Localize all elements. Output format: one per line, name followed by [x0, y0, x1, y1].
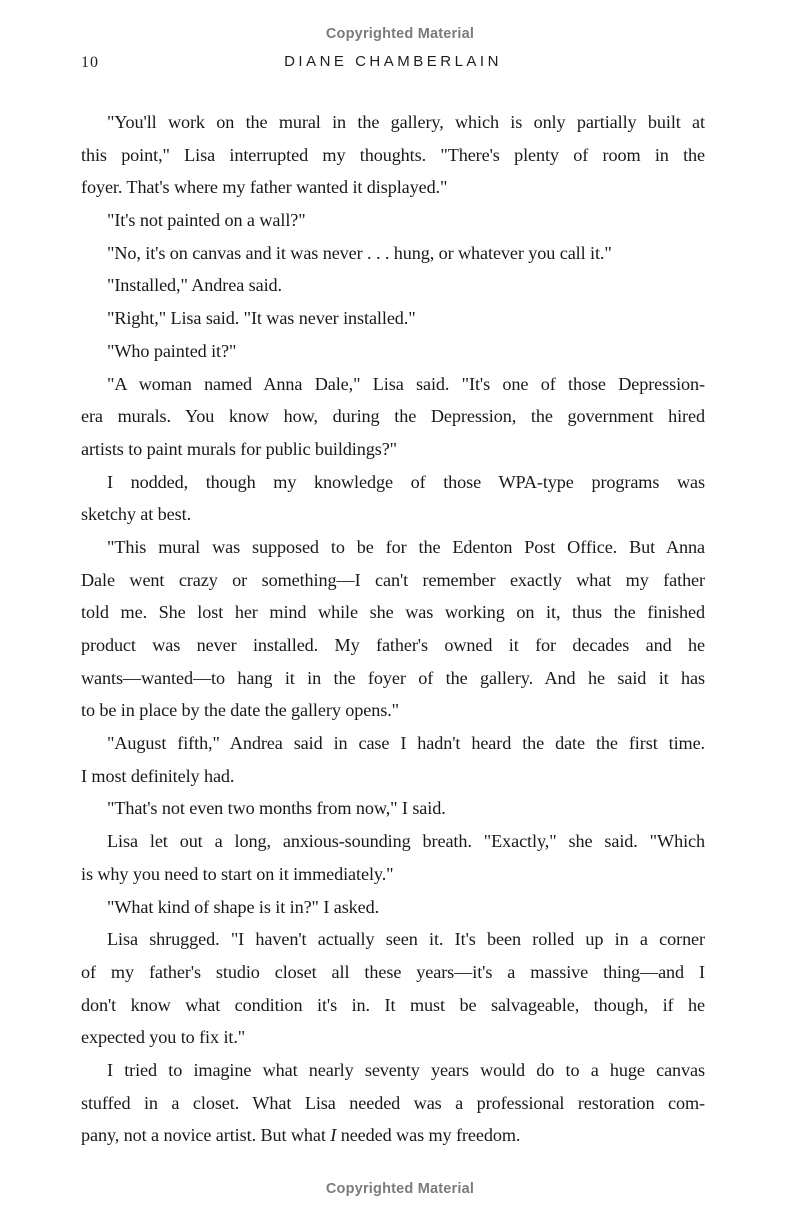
text-line [81, 1054, 705, 1087]
text-line [81, 858, 705, 891]
text-segment: pany, not a novice artist. But what [81, 1125, 331, 1146]
text-segment: Dale went crazy or something—I can't remember exactly what my father [81, 569, 705, 590]
text-segment: I tried to imagine what nearly seventy years would do to a huge canvas [107, 1059, 705, 1080]
text-line [81, 760, 705, 793]
text-segment: foyer. That's where my father wanted it displayed." [81, 177, 448, 198]
paragraph [81, 335, 705, 368]
text-segment: "August fifth," Andrea said in case I hadn't heard the date the first time. [107, 733, 705, 754]
paragraph [81, 106, 705, 204]
page-number: 10 [81, 54, 99, 71]
text-line [81, 694, 705, 727]
text-segment: I nodded, though my knowledge of those WPA-type programs was [107, 471, 705, 492]
text-line [81, 923, 705, 956]
copyright-banner-bottom: Copyrighted Material [325, 1181, 475, 1197]
text-segment: "What kind of shape is it in?" I asked. [107, 896, 380, 917]
text-segment: "That's not even two months from now," I said. [107, 798, 446, 819]
copyright-banner-top: Copyrighted Material [325, 26, 475, 42]
text-segment: told me. She lost her mind while she was working on it, thus the finished [81, 602, 705, 623]
text-line [81, 368, 705, 401]
text-segment: "A woman named Anna Dale," Lisa said. "It's one of those Depression- [107, 373, 705, 394]
text-line [81, 498, 705, 531]
paragraph [81, 368, 705, 466]
text-line [81, 1119, 705, 1152]
text-line [81, 629, 705, 662]
text-line [81, 466, 705, 499]
text-segment: is why you need to start on it immediately." [81, 863, 394, 884]
paragraph [81, 825, 705, 890]
text-line [81, 237, 705, 270]
text-line [81, 792, 705, 825]
text-segment: wants—wanted—to hang it in the foyer of the gallery. And he said it has [81, 667, 705, 688]
running-header-author: DIANE CHAMBERLAIN [284, 53, 502, 70]
text-segment: "This mural was supposed to be for the Edenton Post Office. But Anna [107, 536, 705, 557]
text-segment: "Installed," Andrea said. [107, 275, 282, 296]
text-segment: "No, it's on canvas and it was never . . . hung, or whatever you call it." [107, 242, 612, 263]
text-line [81, 825, 705, 858]
text-line [81, 891, 705, 924]
text-segment: Lisa let out a long, anxious-sounding breath. "Exactly," she said. "Which [107, 831, 705, 852]
text-line [81, 564, 705, 597]
paragraph [81, 204, 705, 237]
text-segment: product was never installed. My father's owned it for decades and he [81, 635, 705, 655]
text-line [81, 335, 705, 368]
paragraph [81, 302, 705, 335]
text-line [81, 302, 705, 335]
text-line [81, 433, 705, 466]
text-segment: sketchy at best. [81, 504, 192, 525]
paragraph [81, 466, 705, 531]
text-line [81, 400, 705, 433]
text-segment: stuffed in a closet. What Lisa needed was a professional restoration com- [81, 1092, 705, 1113]
body-text [81, 106, 705, 1152]
text-line [81, 662, 705, 695]
paragraph [81, 792, 705, 825]
paragraph [81, 923, 705, 1054]
text-segment: this point," Lisa interrupted my thoughts. "There's plenty of room in the [81, 144, 705, 165]
paragraph [81, 531, 705, 727]
text-segment: "Right," Lisa said. "It was never installed." [107, 308, 416, 329]
paragraph [81, 891, 705, 924]
italic-text: I [330, 1125, 337, 1146]
text-line [81, 727, 705, 760]
text-line [81, 139, 705, 172]
text-line [81, 956, 705, 989]
running-header [81, 53, 705, 73]
text-line [81, 1021, 705, 1054]
text-line [81, 106, 705, 139]
paragraph [81, 727, 705, 792]
text-segment: to be in place by the date the gallery opens." [81, 700, 399, 721]
text-line [81, 204, 705, 237]
paragraph [81, 237, 705, 270]
text-segment: of my father's studio closet all these years—it's a massive thing—and I [81, 961, 705, 982]
text-segment: "It's not painted on a wall?" [107, 210, 306, 231]
text-segment: needed was my freedom. [336, 1125, 521, 1146]
text-segment: artists to paint murals for public buildings?" [81, 438, 398, 459]
text-line [81, 171, 705, 204]
text-segment: don't know what condition it's in. It must be salvageable, though, if he [81, 994, 705, 1015]
paragraph [81, 1054, 705, 1152]
text-line [81, 989, 705, 1022]
text-line [81, 596, 705, 629]
text-segment: era murals. You know how, during the Depression, the government hired [81, 406, 705, 427]
text-line [81, 1087, 705, 1120]
text-segment: I most definitely had. [81, 765, 235, 786]
paragraph [81, 269, 705, 302]
text-segment: expected you to fix it." [81, 1027, 246, 1048]
text-segment: "Who painted it?" [107, 340, 237, 361]
text-segment: "You'll work on the mural in the gallery, which is only partially built at [107, 112, 705, 132]
text-line [81, 269, 705, 302]
text-segment: Lisa shrugged. "I haven't actually seen it. It's been rolled up in a corner [107, 929, 705, 950]
text-line [81, 531, 705, 564]
